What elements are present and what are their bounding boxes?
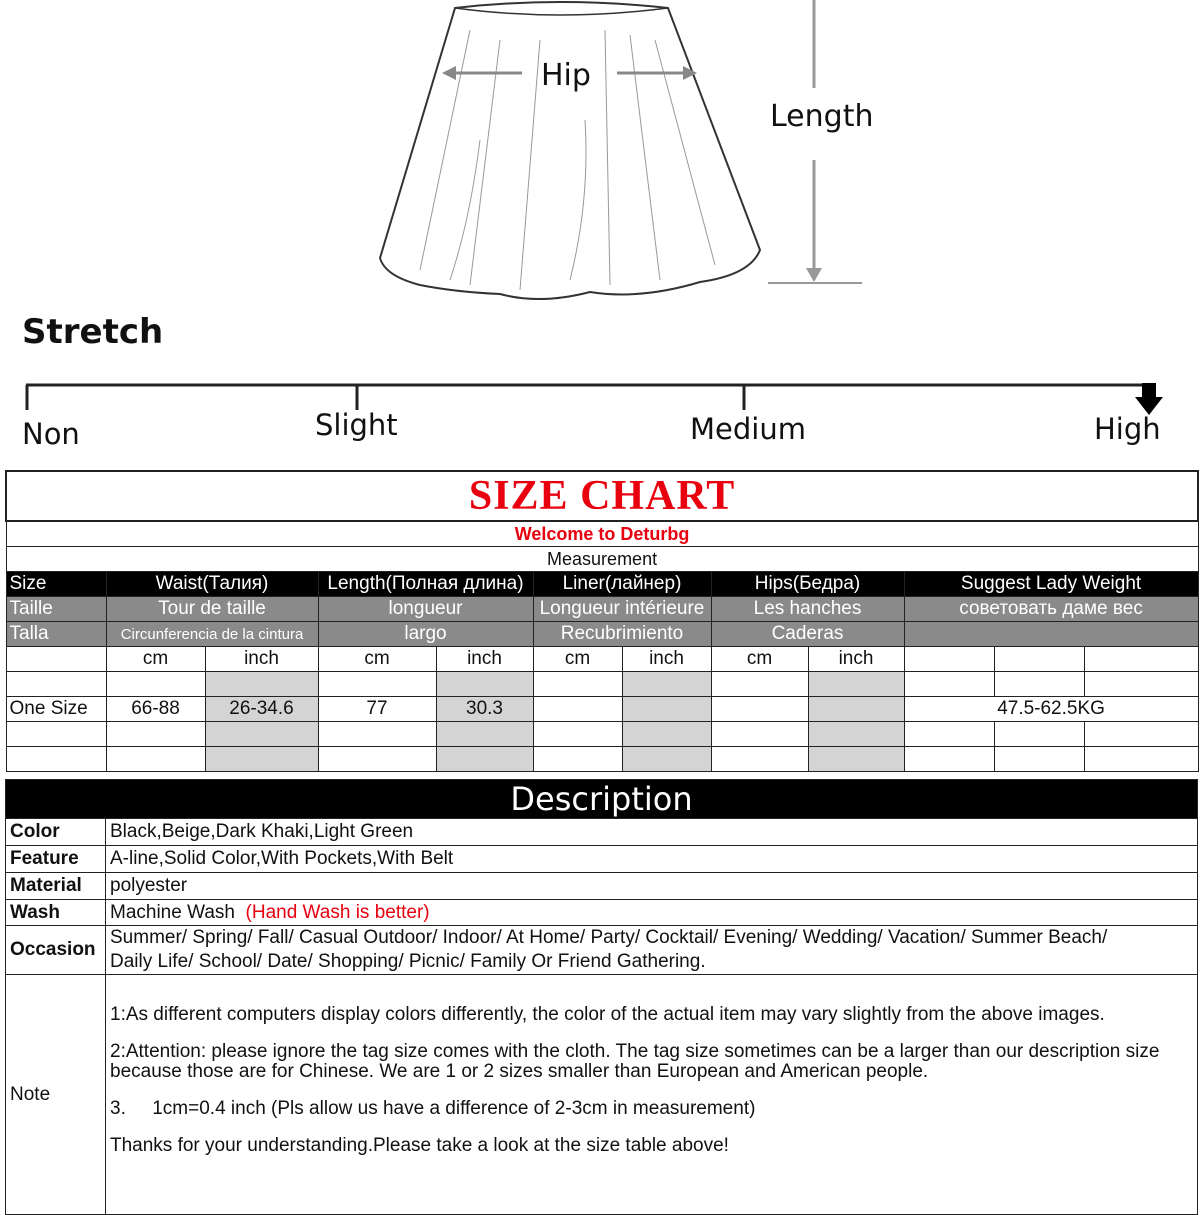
material-label: Material [6,873,106,900]
header-caderas: Caderas [711,622,904,647]
color-value: Black,Beige,Dark Khaki,Light Green [106,819,1198,846]
header-recubrimiento: Recubrimiento [533,622,711,647]
header-row-french [6,597,1198,622]
header-largo: largo [318,622,533,647]
header-weight: Suggest Lady Weight [904,572,1198,597]
occasion-label: Occasion [6,926,106,975]
welcome-text: Welcome to Deturbg [6,521,1198,547]
description-title: Description [6,780,1198,819]
header-row-english [6,572,1198,597]
material-value: polyester [106,873,1198,900]
header-tour-de-taille: Tour de taille [106,597,318,622]
note-item: Thanks for your understanding.Please take a look at the size table above! [110,1135,729,1156]
occasion-line: Summer/ Spring/ Fall/ Casual Outdoor/ Indoor/ At Home/ Party/ Cocktail/ Evening/ Wedding/ Vacation/ Summer Beach/ [110,927,1108,948]
note-text [106,975,1198,1215]
header-longueur: longueur [318,597,533,622]
unit-cell: inch [622,647,711,672]
note-item: 1:As different computers display colors differently, the color of the actual item may vary slightly from the above images. [110,1004,1105,1025]
unit-cell: cm [711,647,808,672]
color-label: Color [6,819,106,846]
header-circunferencia: Circunferencia de la cintura [106,622,318,647]
stretch-level-non: Non [22,417,80,451]
hip-label: Hip [541,58,591,93]
length-arrow [768,0,862,283]
description-table [5,779,1198,1215]
unit-cell: inch [808,647,904,672]
measurement-label: Measurement [6,547,1198,572]
unit-cell: cm [318,647,436,672]
unit-cell: inch [205,647,318,672]
table-row [6,697,1198,722]
row-length-cm: 77 [318,697,436,722]
table-row [6,722,1198,747]
wash-note: (Hand Wash is better) [245,901,430,923]
header-empty [904,622,1198,647]
stretch-level-medium: Medium [690,412,806,446]
unit-cell: cm [533,647,622,672]
header-longueur-interieure: Longueur intérieure [533,597,711,622]
stretch-title: Stretch [22,312,164,352]
row-size: One Size [6,697,106,722]
table-row [6,747,1198,772]
stretch-scale [0,375,1200,420]
skirt-illustration [380,2,760,299]
wash-label: Wash [6,900,106,926]
feature-value: A-line,Solid Color,With Pockets,With Belt [106,846,1198,873]
header-size: Size [6,572,106,597]
row-weight: 47.5-62.5KG [904,697,1198,722]
stretch-marker-icon [1135,383,1163,415]
row-hips-cm [711,697,808,722]
row-hips-inch [808,697,904,722]
wash-value: Machine Wash [110,901,235,923]
stretch-level-high: High [1094,412,1161,446]
row-waist-cm: 66-88 [106,697,205,722]
header-waist: Waist(Талия) [106,572,318,597]
length-label: Length [770,99,874,134]
occasion-line: Daily Life/ School/ Date/ Shopping/ Picnic/ Family Or Friend Gathering. [110,951,706,972]
note-item: 3. 1cm=0.4 inch (Pls allow us have a difference of 2-3cm in measurement) [110,1098,756,1119]
header-talla: Talla [6,622,106,647]
row-liner-cm [533,697,622,722]
occasion-value [106,926,1198,975]
row-waist-inch: 26-34.6 [205,697,318,722]
header-weight-ru: советовать даме вес [904,597,1198,622]
table-row [6,672,1198,697]
header-hips: Hips(Бедра) [711,572,904,597]
unit-cell: inch [436,647,533,672]
row-liner-inch [622,697,711,722]
row-length-inch: 30.3 [436,697,533,722]
stretch-level-slight: Slight [315,408,398,442]
header-row-spanish [6,622,1198,647]
unit-cell: cm [106,647,205,672]
wash-value-cell [106,900,1198,926]
note-label: Note [6,975,106,1215]
size-chart-table [5,470,1199,772]
feature-label: Feature [6,846,106,873]
units-row [6,647,1198,672]
skirt-measurement-diagram [0,0,1200,310]
header-length: Length(Полная длина) [318,572,533,597]
header-taille: Taille [6,597,106,622]
header-liner: Liner(лайнер) [533,572,711,597]
note-item: 2:Attention: please ignore the tag size comes with the cloth. The tag size sometimes can be a larger than our description size because those are for Chinese. We are 1 or 2 sizes smaller than European and American people. [110,1041,1160,1082]
header-les-hanches: Les hanches [711,597,904,622]
size-chart-title: SIZE CHART [6,471,1198,521]
